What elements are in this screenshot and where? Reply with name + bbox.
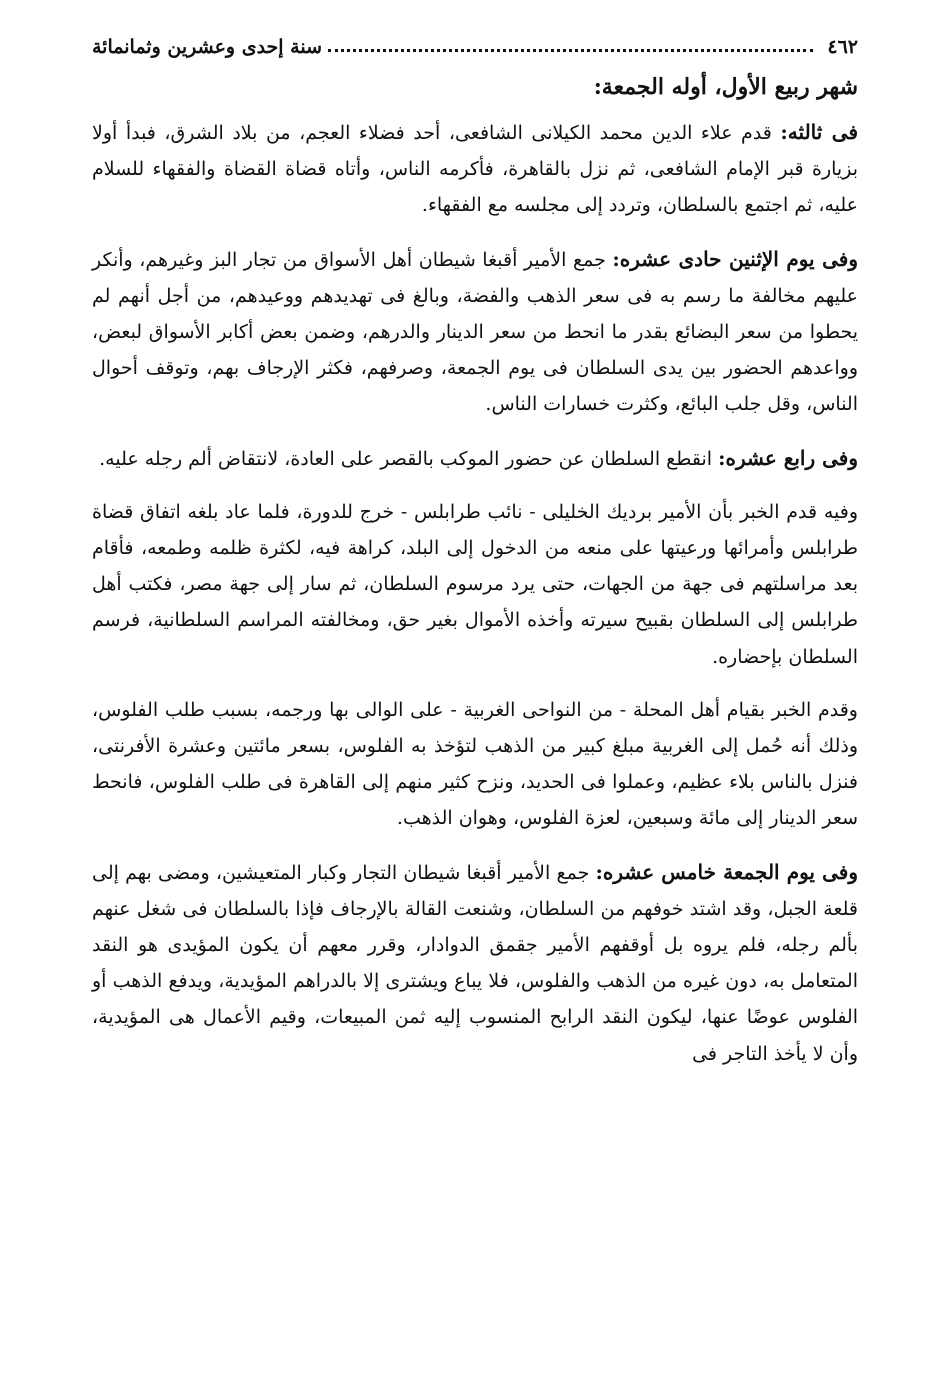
paragraph-lead: وفى رابع عشره: xyxy=(718,445,858,470)
paragraph-5 xyxy=(92,692,858,837)
paragraph-lead: فى ثالثه: xyxy=(780,120,859,144)
paragraph-lead: وفى يوم الجمعة خامس عشره: xyxy=(595,859,858,884)
paragraph-lead: وفى يوم الإثنين حادى عشره: xyxy=(612,246,858,271)
paragraph-1 xyxy=(92,114,858,224)
paragraph-text: وفيه قدم الخبر بأن الأمير برديك الخليلى - نائب طرابلس - خرج للدورة، فلما عاد بلغه اتفاق قضاة طرابلس وأمرائها ورعيتها على منعه من الدخول إلى البلد، كراهة فيه، لكثرة ظلمه وطمعه، فأقام بعد مراسلتهم فى جهة من الجهات، حتى يرد مرسوم السلطان، ثم سار إلى جهة مصر، فكتب أهل طرابلس إلى السلطان بقبيح سيرته وأخذه الأموال بغير حق، ومخالفته المراسم السلطانية، فرسم السلطان بإحضاره. xyxy=(92,500,858,668)
paragraph-text: قدم علاء الدين محمد الكيلانى الشافعى، أحد فضلاء العجم، من بلاد الشرق، فبدأ أولا بزيارة قبر الإمام الشافعى، ثم نزل بالقاهرة، فأكرمه الناس، وأتاه قضاة القضاة والفقهاء للسلام عليه، ثم اجتمع بالسلطان، وتردد إلى مجلسه مع الفقهاء. xyxy=(92,122,858,217)
paragraph-3 xyxy=(92,440,858,477)
paragraph-text: جمع الأمير أقبغا شيطان أهل الأسواق من تجار البز وغيرهم، وأنكر عليهم مخالفة ما رسم به فى سعر الذهب والفضة، وبالغ فى تهديدهم ووعيدهم، من أجل أنهم لم يحطوا من سعر البضائع بقدر ما انحط من سعر الدينار والدرهم، وضمن بعض أكابر الأسواق لبعض، وواعدهم الحضور بين يدى السلطان فى يوم الجمعة، وصرفهم، فكثر الإرجاف بهم، وتوقف أحوال الناس، وقل جلب البائع، وكثرت خسارات الناس. xyxy=(92,248,858,416)
paragraph-2 xyxy=(92,241,858,423)
paragraph-6 xyxy=(92,854,858,1072)
month-heading: شهر ربيع الأول، أوله الجمعة: xyxy=(593,74,858,100)
paragraph-text: انقطع السلطان عن حضور الموكب بالقصر على العادة، لانتقاض ألم رجله عليه. xyxy=(99,447,719,470)
paragraph-4 xyxy=(92,494,858,675)
paragraph-text: جمع الأمير أقبغا شيطان التجار وكبار المتعيشين، ومضى بهم إلى قلعة الجبل، وقد اشتد خوفهم من السلطان، وشنعت القالة بالإرجاف فإذا بالسلطان فى شغل عنهم بألم رجله، فلم يروه بل أوقفهم الأمير جقمق الدوادار، وقرر معهم أن يكون المؤيدى هو النقد المتعامل به، دون غيره من الذهب والفلوس، فلا يباع ويشترى إلا بالدراهم المؤيدية، ويدفع الذهب أو الفلوس عوضًا عنها، ليكون النقد الرابح المنسوب إليه ثمن المبيعات، وقيم الأعمال هى المؤيدية، وأن لا يأخذ التاجر فى xyxy=(92,861,858,1065)
running-title: سنة إحدى وعشرين وثمانمائة xyxy=(92,36,323,58)
running-header xyxy=(92,30,858,64)
page-number: ٤٦٢ xyxy=(827,36,858,58)
leader-dots xyxy=(328,49,813,52)
document-page xyxy=(92,30,858,1370)
paragraph-text: وقدم الخبر بقيام أهل المحلة - من النواحى الغربية - على الوالى بها ورجمه، بسبب طلب الفلوس، وذلك أنه حُمل إلى الغربية مبلغ كبير من الذهب لتؤخذ به الفلوس، بسعر مائتين وعشرة الأفرنتى، فنزل بالناس بلاء عظيم، وعملوا فى الحديد، ونزح كثير منهم إلى القاهرة فى طلب الفلوس، فانحط سعر الدينار إلى مائة وسبعين، لعزة الفلوس، وهوان الذهب. xyxy=(92,698,858,830)
